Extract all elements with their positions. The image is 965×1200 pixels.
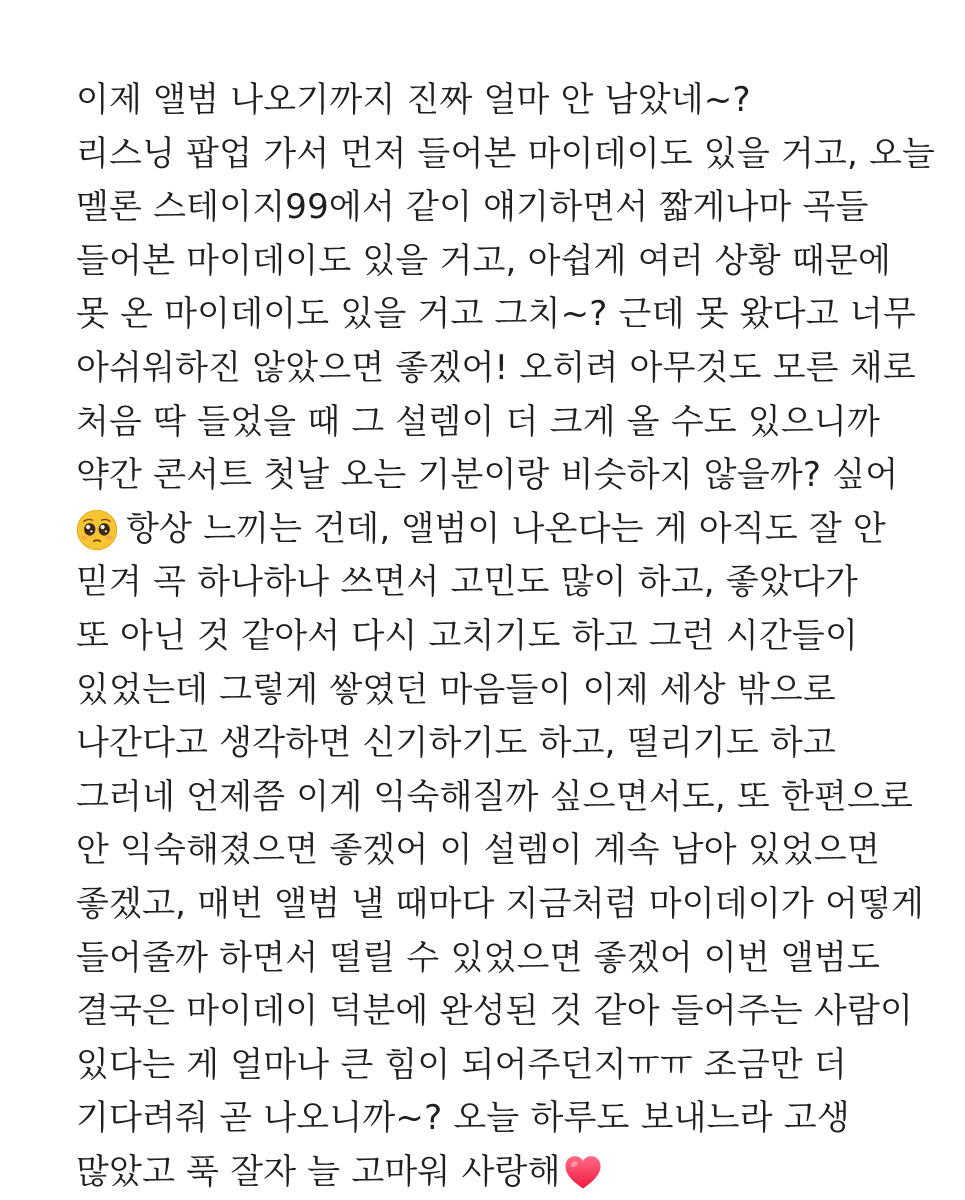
line-text: 기다려줘 곧 나오니까~? 오늘 하루도 보내느라 고생 <box>76 1098 850 1139</box>
message-body <box>76 74 946 1199</box>
line-text: 못 온 마이데이도 있을 거고 그치~? 근데 못 왔다고 너무 <box>76 294 916 335</box>
text-line-8 <box>76 449 946 503</box>
line-text: 아쉬워하진 않았으면 좋겠어! 오히려 아무것도 모른 채로 <box>76 347 916 388</box>
text-line-4 <box>76 235 946 289</box>
text-line-21 <box>76 1146 946 1200</box>
pleading-face-icon <box>76 509 118 551</box>
text-line-17 <box>76 932 946 986</box>
text-line-12 <box>76 664 946 718</box>
line-text: 이제 앨범 나오기까지 진짜 얼마 안 남았네~? <box>76 80 751 120</box>
text-line-6 <box>76 342 946 396</box>
text-line-2 <box>76 128 946 182</box>
text-line-14 <box>76 771 946 825</box>
line-text: 결국은 마이데이 덕분에 완성된 것 같아 들어주는 사람이 <box>76 991 914 1032</box>
text-line-19 <box>76 1039 946 1093</box>
text-line-16 <box>76 878 946 932</box>
text-line-11 <box>76 610 946 664</box>
line-text: 들어줄까 하면서 떨릴 수 있었으면 좋겠어 이번 앨범도 <box>76 937 881 978</box>
text-line-5 <box>76 288 946 342</box>
line-text: 있었는데 그렇게 쌓였던 마음들이 이제 세상 밖으로 <box>76 669 836 710</box>
line-text: 들어본 마이데이도 있을 거고, 아쉽게 여러 상황 때문에 <box>76 240 892 281</box>
text-line-9 <box>76 503 946 557</box>
line-text: 믿겨 곡 하나하나 쓰면서 고민도 많이 하고, 좋았다가 <box>76 562 858 603</box>
line-text: 또 아닌 것 같아서 다시 고치기도 하고 그런 시간들이 <box>76 615 858 656</box>
line-text: 나간다고 생각하면 신기하기도 하고, 떨리기도 하고 <box>76 723 836 764</box>
text-line-20 <box>76 1092 946 1146</box>
text-line-15 <box>76 824 946 878</box>
text-line-7 <box>76 396 946 450</box>
line-text: 항상 느끼는 건데, 앨범이 나온다는 게 아직도 잘 안 <box>126 508 886 549</box>
line-text: 리스닝 팝업 가서 먼저 들어본 마이데이도 있을 거고, 오늘 <box>76 133 936 174</box>
text-line-13 <box>76 717 946 771</box>
line-text: 멜론 스테이지99에서 같이 얘기하면서 짧게나마 곡들 <box>76 187 869 228</box>
line-text: 그러네 언제쯤 이게 익숙해질까 싶으면서도, 또 한편으로 <box>76 776 914 817</box>
line-text: 약간 콘서트 첫날 오는 기분이랑 비슷하지 않을까? 싶어 <box>76 455 899 496</box>
text-line-10 <box>76 556 946 610</box>
line-text: 많았고 푹 잘자 늘 고마워 사랑해 <box>76 1151 561 1192</box>
line-text: 좋겠고, 매번 앨범 낼 때마다 지금처럼 마이데이가 어떻게 <box>76 883 925 924</box>
line-text: 처음 딱 들었을 때 그 설렘이 더 크게 올 수도 있으니까 <box>76 401 880 442</box>
text-line-18 <box>76 985 946 1039</box>
text-line-3 <box>76 181 946 235</box>
text-line-1 <box>76 74 946 128</box>
line-text: 안 익숙해졌으면 좋겠어 이 설렘이 계속 남아 있었으면 <box>76 830 881 871</box>
line-text: 있다는 게 얼마나 큰 힘이 되어주던지ㅠㅠ 조금만 더 <box>76 1044 847 1085</box>
heart-icon <box>563 1153 603 1193</box>
